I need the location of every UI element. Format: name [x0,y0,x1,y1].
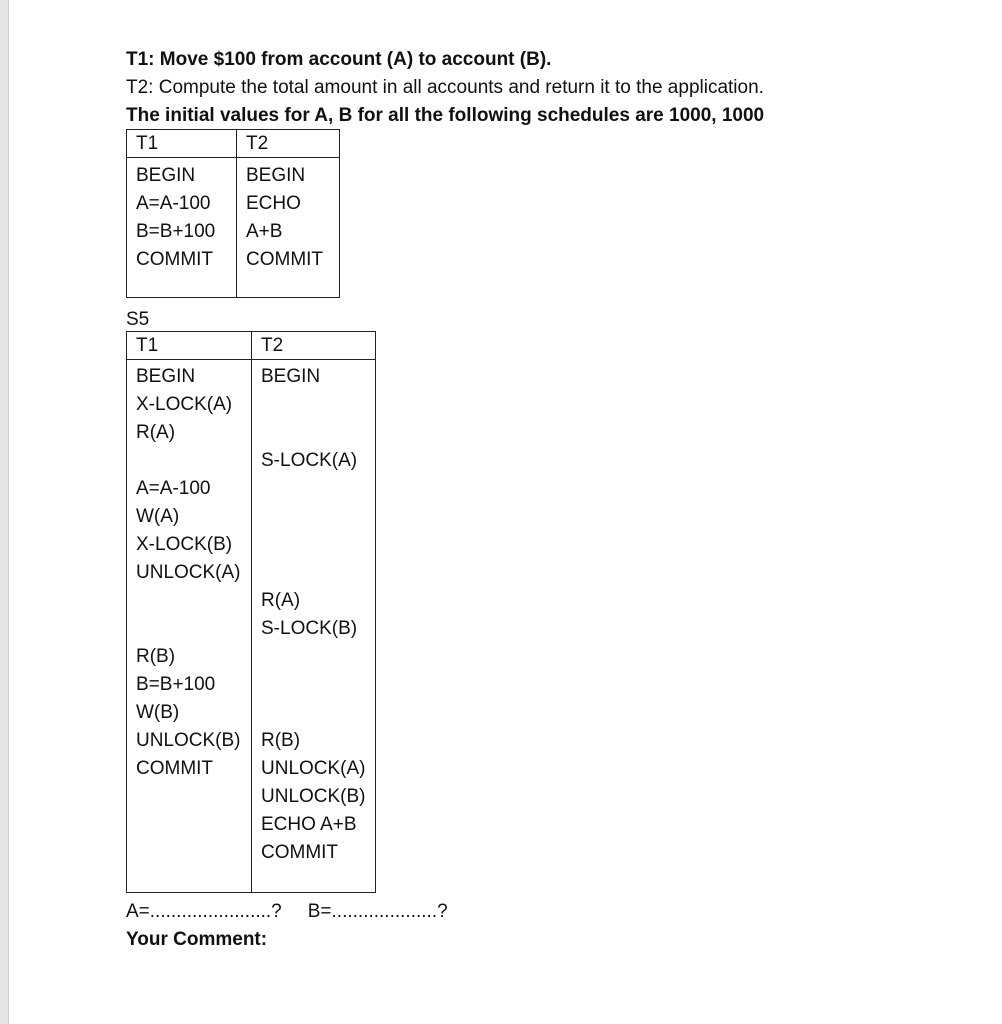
s5-t1-step: B=B+100 [136,674,216,695]
table1-header-t2: T2 [237,130,340,158]
s5-t2-step: R(B) [261,730,301,751]
s5-t2-step [261,671,375,699]
comment-label: Your Comment: [126,929,268,950]
table1-t2-step: A+B [246,221,283,242]
schedule-s5-table [126,331,376,893]
table1-t1-step: A=A-100 [136,193,211,214]
s5-t1-step: W(A) [136,506,180,527]
s5-header-t1: T1 [127,332,252,360]
s5-t2-step [261,475,375,503]
s5-t1-step: UNLOCK(B) [136,730,241,751]
schedule-label: S5 [126,309,150,330]
table1-t1-column [127,158,237,298]
s5-t1-column [127,360,252,893]
s5-t1-step: COMMIT [136,758,214,779]
s5-header-t2: T2 [252,332,376,360]
s5-t2-step [261,643,375,671]
table1-header-t1: T1 [127,130,237,158]
s5-t2-step: UNLOCK(B) [261,786,366,807]
initial-values-note: The initial values for A, B for all the following schedules are 1000, 1000 [126,105,765,126]
s5-t2-step: COMMIT [261,842,339,863]
s5-t2-step: S-LOCK(B) [261,618,358,639]
s5-t2-step [261,391,375,419]
page-edge [0,0,9,1024]
s5-t2-step [261,559,375,587]
s5-t1-step: R(A) [136,422,176,443]
s5-t2-step: S-LOCK(A) [261,450,358,471]
s5-t1-step: W(B) [136,702,180,723]
s5-t2-step: R(A) [261,590,301,611]
table1-t2-step: COMMIT [246,249,324,270]
table1-t2-step: ECHO [246,193,301,214]
table1-t1-step: B=B+100 [136,221,216,242]
t2-description: T2: Compute the total amount in all accounts and return it to the application. [126,77,764,98]
s5-t1-step: X-LOCK(A) [136,394,233,415]
s5-t1-step [136,587,251,615]
s5-t1-step: A=A-100 [136,478,211,499]
s5-t2-step [261,419,375,447]
table1-t1-step: COMMIT [136,249,214,270]
s5-t2-step: ECHO A+B [261,814,357,835]
s5-t1-step [136,615,251,643]
s5-t1-step: X-LOCK(B) [136,534,233,555]
s5-t2-step: UNLOCK(A) [261,758,366,779]
s5-t2-step [261,699,375,727]
s5-t1-step [136,447,251,475]
s5-t1-step: UNLOCK(A) [136,562,241,583]
a-answer-blank[interactable]: A=.......................? [126,901,282,922]
s5-t2-column [252,360,376,893]
table1-t2-column [237,158,340,298]
transaction-table [126,129,340,298]
s5-t1-step: R(B) [136,646,176,667]
s5-t1-step: BEGIN [136,366,196,387]
s5-t2-step [261,503,375,531]
s5-t2-step: BEGIN [261,366,321,387]
answer-line [126,901,448,923]
s5-t2-step [261,531,375,559]
b-answer-blank[interactable]: B=....................? [307,901,448,922]
t1-description: T1: Move $100 from account (A) to account (B). [126,49,552,70]
table1-t2-step: BEGIN [246,165,306,186]
table1-t1-step: BEGIN [136,165,196,186]
